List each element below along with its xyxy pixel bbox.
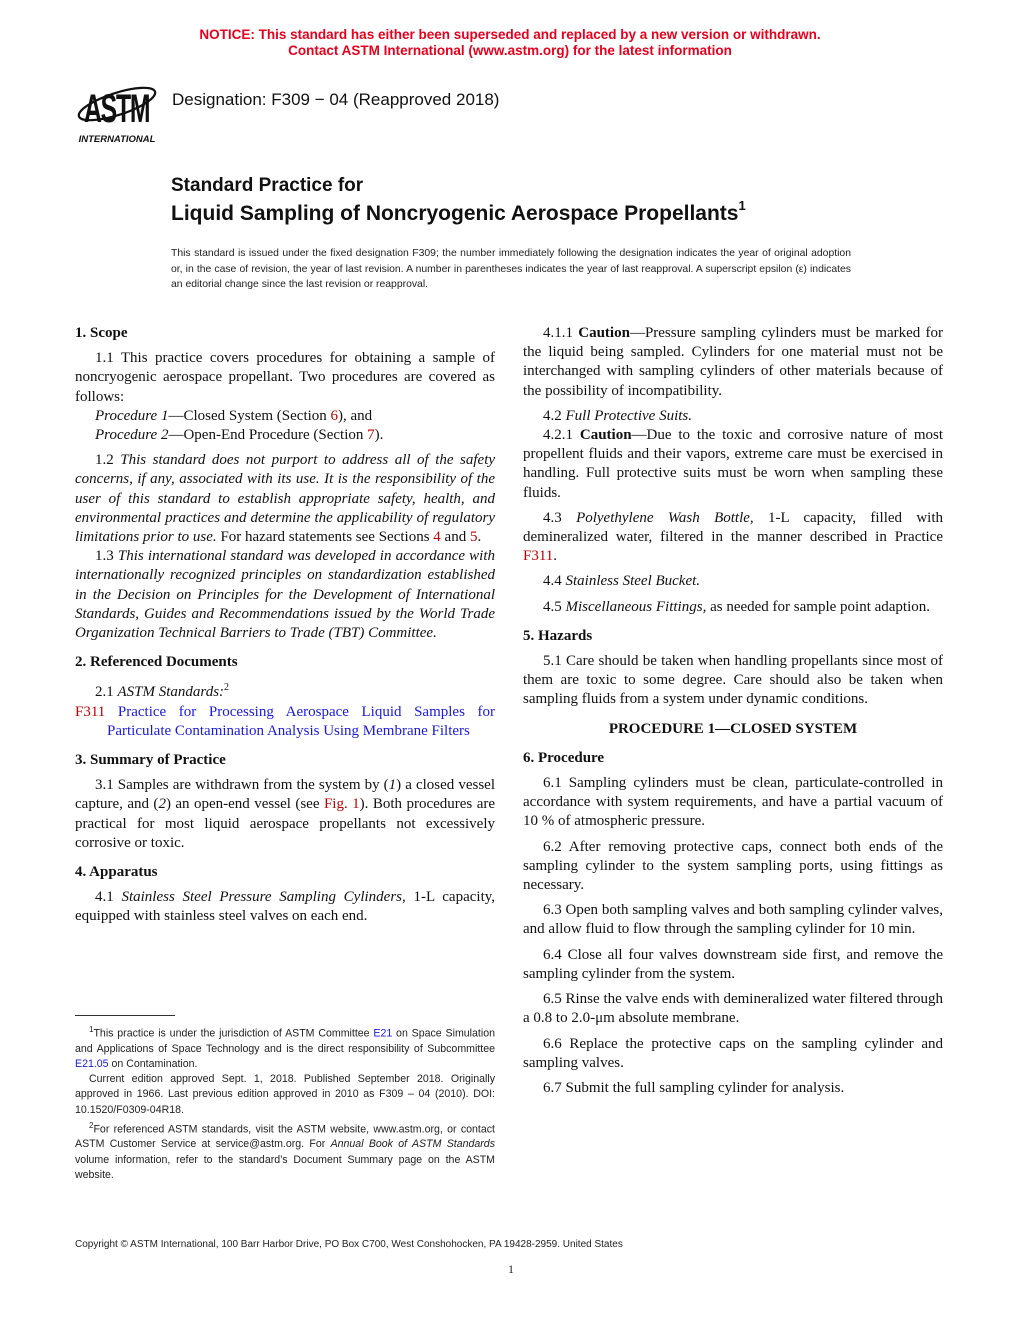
footnote-1: $^1$This practice is under the jurisdiction of ASTM Committee E21 on Space Simulation and Applications of Space Technology and is the direct responsibility of Subcommittee E21.05 on Contamination. <box>75 1025 495 1070</box>
edition-note: Current edition approved Sept. 1, 2018. Published September 2018. Originally approved in 1966. Last previous edition approved in 2010 as F309 – 04 (2010). DOI: 10.1520/F0309-04R18. <box>75 1073 495 1116</box>
para-4-4: 4.4 Stainless Steel Bucket. <box>543 573 701 590</box>
f311-practice-link[interactable]: F311 <box>523 548 554 565</box>
f311-title-link[interactable]: Practice for Processing Aerospace Liquid Samples for Particulate Contamination Analysis Using Membrane Filters <box>105 703 495 739</box>
e21-link[interactable]: E21 <box>373 1027 393 1040</box>
section-3-heading: 3. Summary of Practice <box>75 752 226 769</box>
para-4-5: 4.5 Miscellaneous Fittings, as needed for sample point adaption. <box>543 598 931 615</box>
para-4-2-1: 4.2.1 Caution—Due to the toxic and corrosive nature of most propellent fluids and their vapors, extreme care must be exercised in handling. Full protective suits must be worn when sampling these fluids. <box>523 427 943 501</box>
para-4-1: 4.1 Stainless Steel Pressure Sampling Cylinders, 1-L capacity, equipped with stainless steel valves on each end. <box>75 889 496 925</box>
para-6-5: 6.5 Rinse the valve ends with demineralized water filtered through a 0.8 to 2.0-μm absolute membrane. <box>523 991 943 1027</box>
section-7-link[interactable]: 7 <box>367 427 375 444</box>
section-1-heading: 1. Scope <box>75 325 128 341</box>
para-6-6: 6.6 Replace the protective caps on the sampling cylinder and sampling valves. <box>523 1035 943 1071</box>
section-6-link[interactable]: 6 <box>330 407 339 424</box>
para-6-1: 6.1 Sampling cylinders must be clean, particulate-controlled in accordance with system requirements, and have a partial vacuum of 10 % of atmospheric pressure. <box>523 775 943 830</box>
svg-text:ASTM: ASTM <box>84 87 150 132</box>
footnotes <box>75 1022 495 1183</box>
svg-text:INTERNATIONAL: INTERNATIONAL <box>78 134 156 145</box>
f311-link[interactable]: F311 <box>75 703 106 720</box>
astm-logo <box>72 74 162 146</box>
section-5-link[interactable]: 5 <box>469 529 478 546</box>
para-5-1: 5.1 Care should be taken when handling propellants since most of them are toxic to some degree. Care should also be taken when sampling fluids from a system under dynamic conditions. <box>523 653 943 708</box>
fig-1-link[interactable]: Fig. 1 <box>323 796 360 813</box>
astm-logo-icon <box>72 74 162 146</box>
notice-line-1: NOTICE: This standard has either been superseded and replaced by a new version or withdrawn. <box>199 27 821 42</box>
para-1-2: 1.2 This standard does not purport to address all of the safety concerns, if any, associated with its use. It is the responsibility of the user of this standard to establish appropriate safety, health, and environmental practices and determine the applicability of regulatory limitations prior to use. For hazard statements see Sections 4 and 5. <box>75 452 496 546</box>
para-3-1: 3.1 Samples are withdrawn from the system by (1) a closed vessel capture, and (2) an open-end vessel (see Fig. 1). Both procedures are practical for most liquid aerospace propellants not excessively corrosive or toxic. <box>75 777 495 851</box>
footnote-2: $^2$For referenced ASTM standards, visit the ASTM website, www.astm.org, or contact ASTM Customer Service at service@astm.org. For Annual Book of ASTM Standards volume information, refer to the standard’s Document Summary page on the ASTM website. <box>75 1120 495 1181</box>
notice-banner <box>0 27 1020 59</box>
notice-line-2: Contact ASTM International (www.astm.org) for the latest information <box>288 43 732 58</box>
title-line-2 <box>171 200 746 226</box>
para-2-1: 2.1 ASTM Standards:$^2$ <box>95 682 230 701</box>
para-4-3: 4.3 Polyethylene Wash Bottle, 1-L capacity, filled with demineralized water, filtered in the manner described in Practice F311. <box>523 509 944 565</box>
section-2-heading: 2. Referenced Documents <box>75 654 238 671</box>
para-1-1: 1.1 This practice covers procedures for obtaining a sample of noncryogenic aerospace propellant. Two procedures are covered as follows: <box>75 350 495 405</box>
procedure-1-item: Procedure 1—Closed System (Section 6), and <box>95 407 373 424</box>
right-column <box>523 324 943 1098</box>
procedure-1-heading: PROCEDURE 1—CLOSED SYSTEM <box>608 720 858 737</box>
para-6-3: 6.3 Open both sampling valves and both sampling cylinder valves, and allow fluid to flow through the sampling cylinder for 10 min. <box>523 902 943 938</box>
left-column <box>75 324 495 927</box>
para-4-2: 4.2 Full Protective Suits. <box>543 407 692 424</box>
section-4-link[interactable]: 4 <box>433 529 441 546</box>
designation: Designation: F309 − 04 (Reapproved 2018) <box>172 90 500 109</box>
title-line-1: Standard Practice for <box>171 175 364 196</box>
issuance-statement: This standard is issued under the fixed designation F309; the number immediately following the designation indicates the year of original adoption or, in the case of revision, the year of last revision. A number in parentheses indicates the year of last reapproval. A superscript epsilon (ε) indicates an editorial change since the last revision or reapproval. <box>171 248 851 290</box>
page-number: 1 <box>508 1262 514 1276</box>
para-6-2: 6.2 After removing protective caps, connect both ends of the sampling cylinder to the system sampling ports, using fittings as necessary. <box>523 838 943 894</box>
para-6-7: 6.7 Submit the full sampling cylinder for analysis. <box>543 1079 845 1096</box>
para-1-3: 1.3 This international standard was developed in accordance with internationally recognized principles on standardization established in the Decision on Principles for the Development of International Standards, Guides and Recommendations issued by the World Trade Organization Technical Barriers to Trade (TBT) Committee. <box>75 548 495 642</box>
title-footnote-mark: 1 <box>738 198 746 213</box>
copyright: Copyright © ASTM International, 100 Barr Harbor Drive, PO Box C700, West Conshohocken, PA 19428-2959. United States <box>75 1239 623 1250</box>
reference-f311 <box>75 703 495 741</box>
section-6-heading: 6. Procedure <box>523 749 605 766</box>
para-4-1-1: 4.1.1 Caution—Pressure sampling cylinders must be marked for the liquid being sampled. Cylinders for one material must not be interchanged with sampling cylinders of other materials because of the possibility of incompatibility. <box>523 325 943 399</box>
footnote-divider <box>75 1015 175 1016</box>
section-5-heading: 5. Hazards <box>523 627 593 644</box>
para-6-4: 6.4 Close all four valves downstream side first, and remove the sampling cylinder from the system. <box>523 946 943 982</box>
procedure-2-item: Procedure 2—Open-End Procedure (Section 7). <box>95 427 384 444</box>
title-text: Liquid Sampling of Noncryogenic Aerospace Propellants <box>171 202 739 225</box>
e21-05-link[interactable]: E21.05 <box>75 1057 109 1070</box>
section-4-heading: 4. Apparatus <box>75 864 158 881</box>
